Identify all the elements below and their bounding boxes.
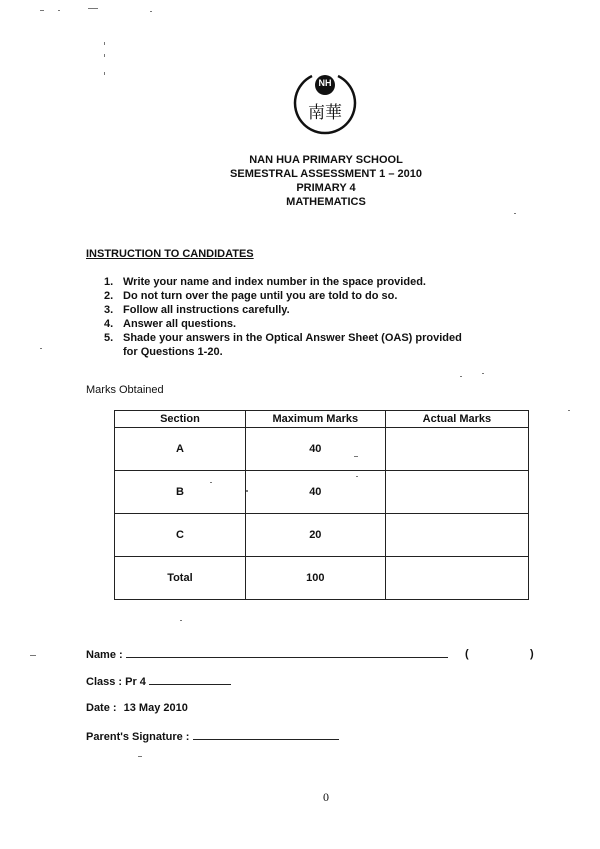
school-name: NAN HUA PRIMARY SCHOOL xyxy=(249,154,403,166)
table-row xyxy=(115,471,529,514)
instruction-item: 3. Follow all instructions carefully. xyxy=(104,304,290,316)
name-input-line[interactable] xyxy=(126,648,448,658)
table-header-row xyxy=(115,411,529,428)
instruction-item: 2. Do not turn over the page until you are told to do so. xyxy=(104,290,398,302)
max-marks-cell: 40 xyxy=(245,428,385,471)
section-cell: B xyxy=(115,471,246,514)
page-number: 0 xyxy=(323,790,329,804)
instruction-item: 5. Shade your answers in the Optical Answer Sheet (OAS) provided xyxy=(104,332,462,344)
marks-obtained-label: Marks Obtained xyxy=(86,384,164,396)
assessment-title: SEMESTRAL ASSESSMENT 1 – 2010 xyxy=(230,168,422,180)
date-value: 13 May 2010 xyxy=(123,702,188,714)
instruction-item: 1. Write your name and index number in the space provided. xyxy=(104,276,426,288)
subject-title: MATHEMATICS xyxy=(286,196,366,208)
max-marks-cell: 20 xyxy=(245,514,385,557)
signature-input-line[interactable] xyxy=(193,730,339,740)
class-label: Class : Pr 4 xyxy=(86,676,146,688)
header-maximum-marks: Maximum Marks xyxy=(245,411,385,428)
grade-level: PRIMARY 4 xyxy=(296,182,356,194)
table-row-total xyxy=(115,557,529,600)
class-field-row xyxy=(86,675,231,688)
name-field-row xyxy=(86,648,448,661)
signature-label: Parent's Signature : xyxy=(86,731,190,743)
header-section: Section xyxy=(115,411,246,428)
date-label: Date : xyxy=(86,702,117,714)
class-input-line[interactable] xyxy=(149,675,231,685)
max-marks-cell: 100 xyxy=(245,557,385,600)
marks-table xyxy=(114,410,529,600)
header-actual-marks: Actual Marks xyxy=(385,411,528,428)
instructions-title: INSTRUCTION TO CANDIDATES xyxy=(86,248,254,260)
logo-monogram: NH xyxy=(318,78,332,88)
signature-field-row xyxy=(86,730,339,743)
name-label: Name : xyxy=(86,649,123,661)
actual-marks-cell[interactable] xyxy=(385,514,528,557)
section-cell: C xyxy=(115,514,246,557)
table-row xyxy=(115,428,529,471)
instruction-item: 4. Answer all questions. xyxy=(104,318,237,330)
table-row xyxy=(115,514,529,557)
section-cell: Total xyxy=(115,557,246,600)
instructions-list xyxy=(104,275,462,359)
index-paren-close: ) xyxy=(530,648,534,660)
section-cell: A xyxy=(115,428,246,471)
logo-chinese-text: 南華 xyxy=(308,103,342,123)
actual-marks-cell[interactable] xyxy=(385,557,528,600)
school-logo xyxy=(290,70,360,136)
index-paren-open: ( xyxy=(465,648,469,660)
actual-marks-cell[interactable] xyxy=(385,471,528,514)
actual-marks-cell[interactable] xyxy=(385,428,528,471)
document-header xyxy=(0,153,600,209)
instruction-item-continuation: for Questions 1-20. xyxy=(123,346,223,358)
date-field-row xyxy=(86,702,188,714)
max-marks-cell: 40 xyxy=(245,471,385,514)
